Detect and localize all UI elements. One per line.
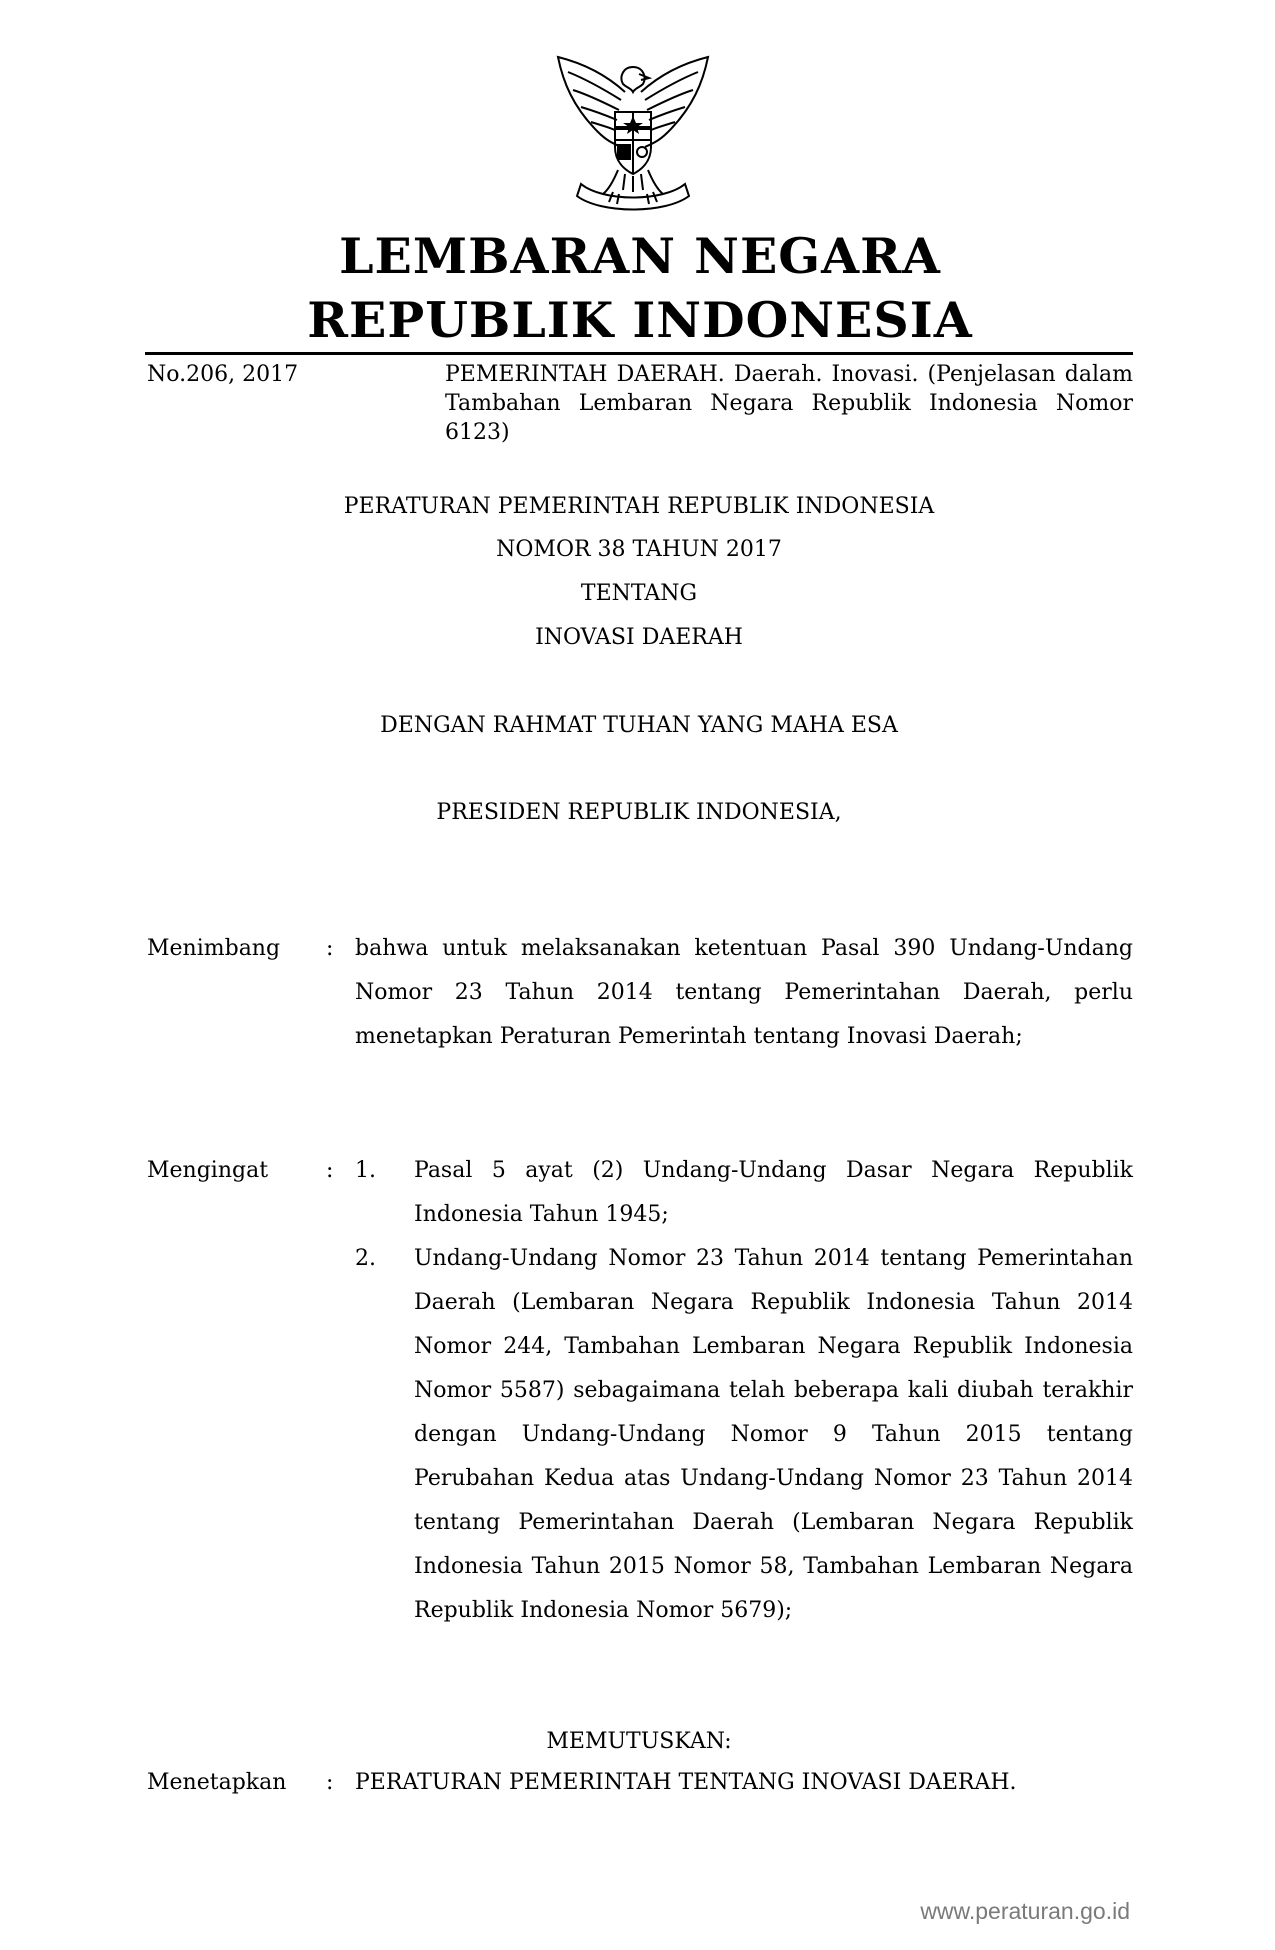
mengingat-colon: : xyxy=(326,1158,334,1183)
mengingat-item-number: 1. xyxy=(355,1158,376,1183)
regulation-subject: INOVASI DAERAH xyxy=(535,625,743,650)
menimbang-colon: : xyxy=(326,936,334,961)
menetapkan-text: PERATURAN PEMERINTAH TENTANG INOVASI DAERAH. xyxy=(355,1770,1017,1795)
blessing-line: DENGAN RAHMAT TUHAN YANG MAHA ESA xyxy=(380,713,898,738)
mengingat-item-number: 2. xyxy=(355,1246,376,1271)
footer-url: www.peraturan.go.id xyxy=(920,1898,1130,1924)
menimbang-text: bahwa untuk melaksanakan ketentuan Pasal 390 Undang-Undang Nomor 23 Tahun 2014 tentang Pemerintahan Daerah, perlu menetapkan Peraturan Pemerintah tentang Inovasi Daerah; xyxy=(355,936,1133,1049)
mengingat-label: Mengingat xyxy=(147,1158,269,1183)
gazette-title-line2: REPUBLIK INDONESIA xyxy=(307,291,973,349)
gazette-number: No.206, 2017 xyxy=(147,362,299,387)
menetapkan-label: Menetapkan xyxy=(147,1770,287,1795)
regulation-type: PERATURAN PEMERINTAH REPUBLIK INDONESIA xyxy=(343,494,935,519)
gazette-description: PEMERINTAH DAERAH. Daerah. Inovasi. (Penjelasan dalam Tambahan Lembaran Negara Republik Indonesia Nomor 6123) xyxy=(445,362,1133,445)
mengingat-item-text: Pasal 5 ayat (2) Undang-Undang Dasar Negara Republik Indonesia Tahun 1945; xyxy=(414,1158,1133,1227)
menetapkan-colon: : xyxy=(326,1770,334,1795)
memutuskan-heading: MEMUTUSKAN: xyxy=(546,1729,732,1754)
header-divider xyxy=(145,352,1133,355)
mengingat-item-text: Undang-Undang Nomor 23 Tahun 2014 tentang Pemerintahan Daerah (Lembaran Negara Republik Indonesia Tahun 2014 Nomor 244, Tambahan Lembaran Negara Republik Indonesia Nomor 5587) sebagaimana telah beberapa kali diubah terakhir dengan Undang-Undang Nomor 9 Tahun 2015 tentang Perubahan Kedua atas Undang-Undang Nomor 23 Tahun 2014 tentang Pemerintahan Daerah (Lembaran Negara Republik Indonesia Tahun 2015 Nomor 58, Tambahan Lembaran Negara Republik Indonesia Nomor 5679); xyxy=(414,1246,1133,1623)
garuda-emblem-icon xyxy=(553,52,713,218)
regulation-number: NOMOR 38 TAHUN 2017 xyxy=(496,537,782,562)
regulation-tentang: TENTANG xyxy=(580,581,698,606)
president-line: PRESIDEN REPUBLIK INDONESIA, xyxy=(436,800,842,825)
menimbang-label: Menimbang xyxy=(147,936,281,961)
gazette-title-line1: LEMBARAN NEGARA xyxy=(339,227,941,285)
